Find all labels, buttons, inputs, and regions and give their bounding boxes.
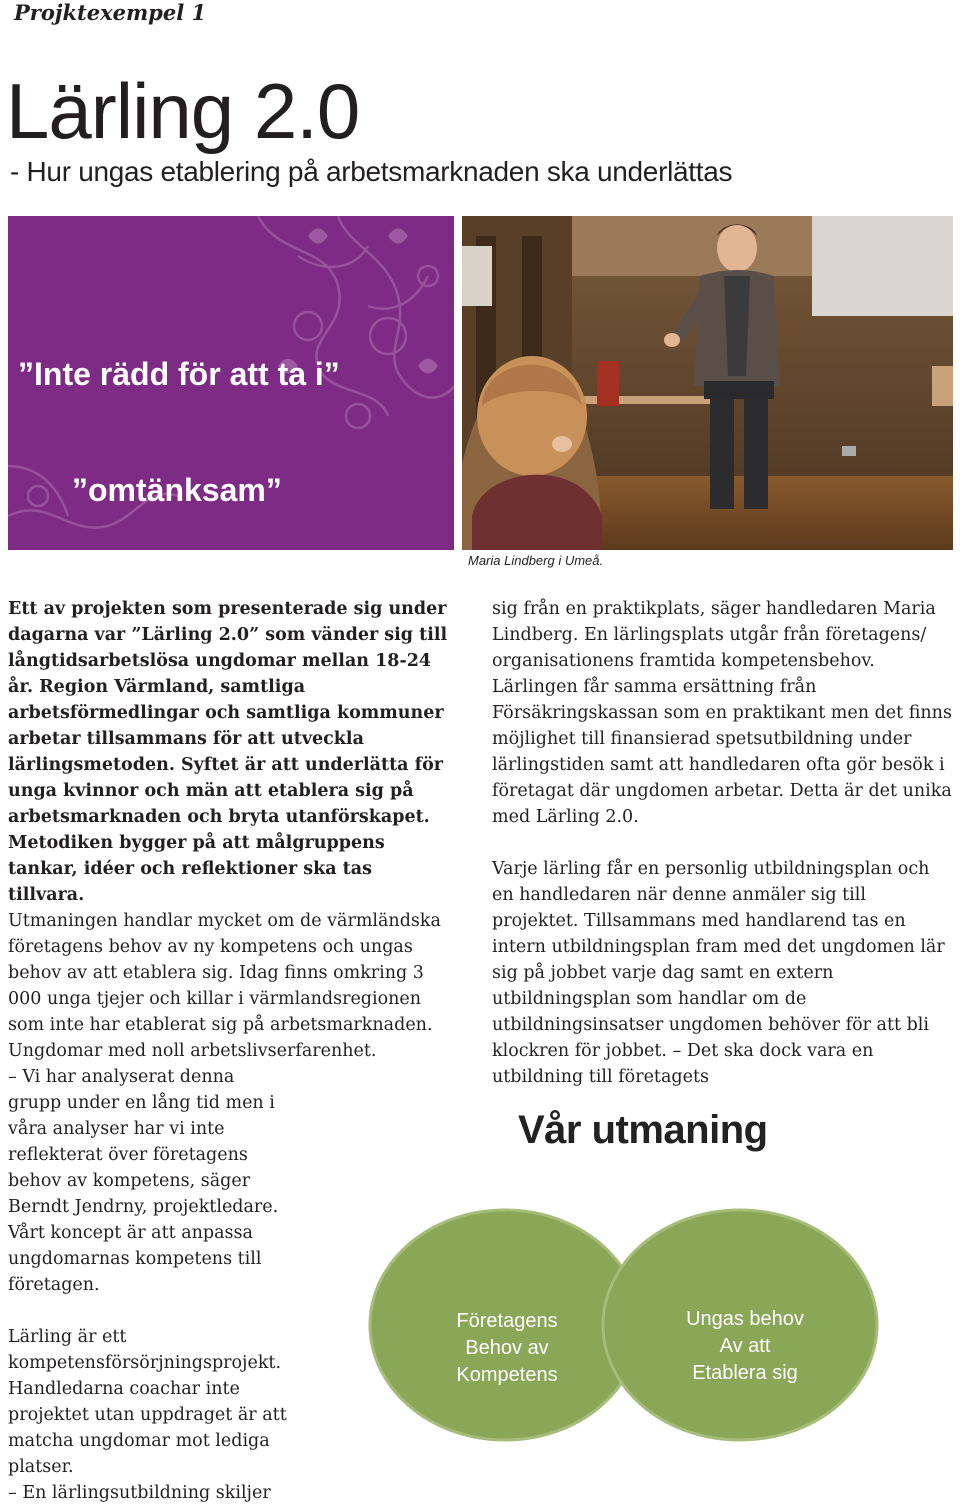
speaker-photo: [462, 216, 953, 550]
slide-image: [8, 216, 454, 550]
venn-right-label-3: Etablera sig: [692, 1362, 798, 1384]
kicker: Projktexempel 1: [14, 0, 207, 25]
venn-right-label-1: Ungas behov: [686, 1308, 804, 1330]
venn-right-label-2: Av att: [719, 1335, 771, 1357]
page-title: Lärling 2.0: [6, 67, 360, 155]
body-paragraph: Lärling är ett kompetensförsörjningsprojekt. Handledarna coachar inte projektet utan uppdraget är att matcha ungdomar mot lediga platser.: [8, 1327, 287, 1477]
photo-caption: Maria Lindberg i Umeå.: [468, 553, 604, 568]
diagram-title: Vår utmaning: [518, 1108, 768, 1152]
page-subtitle: - Hur ungas etablering på arbetsmarknaden ska underlättas: [10, 156, 733, 187]
body-paragraph: – Vi har analyserat denna grupp under en lång tid men i våra analyser har vi inte reflekterat över företagens behov av kompetens, säger Berndt Jendrny, projektledare. Vårt koncept är att anpassa ungdomarnas kompetens till företagen.: [8, 1067, 279, 1295]
venn-left-label-2: Behov av: [465, 1337, 549, 1359]
venn-left-label-3: Kompetens: [456, 1364, 558, 1386]
venn-left-label-1: Företagens: [456, 1310, 558, 1332]
photo-illustration: [462, 216, 953, 550]
slide-quote-1: ”Inte rädd för att ta i”: [18, 356, 340, 392]
lede-paragraph: Ett av projekten som presenterade sig under dagarna var ”Lärling 2.0” som vänder sig till långtidsarbetslösa ungdomar mellan 18-24 år. Region Värmland, samtliga arbetsförmedlingar och samtliga kommuner arbetar tillsammans för att utveckla lärlingsmetoden. Syftet är att underlätta för unga kvinnor och män att etablera sig på arbetsmarknaden och bryta utanförskapet. Metodiken bygger på att målgruppens tankar, idéer och reflektioner ska tas tillvara.: [8, 599, 448, 905]
slide-quote-2: ”omtänksam”: [72, 472, 282, 508]
body-paragraph: Utmaningen handlar mycket om de värmländska företagens behov av ny kompetens och ungas behov av att etablera sig. Idag finns omkring 3 000 unga tjejer och killar i värmlandsregionen som inte har etablerat sig på arbetsmarknaden. Ungdomar med noll arbetslivserfarenhet.: [8, 911, 441, 1061]
body-paragraph: Varje lärling får en personlig utbildningsplan och en handledaren när denne anmäler sig till projektet. Tillsammans med handlarend tas en intern utbildningsplan fram med det ungdomen lär sig på jobbet varje dag samt en extern utbildningsplan som handlar om de utbildningsinsatser ungdomen behöver för att bli klockren för jobbet. – Det ska dock vara en utbildning till företagets: [492, 859, 945, 1087]
venn-diagram: [365, 1200, 885, 1450]
body-paragraph: sig från en praktikplats, säger handledaren Maria Lindberg. En lärlingsplats utgår från företagens/ organisationens framtida kompetensbehov. Lärlingen får samma ersättning från Försäkringskassan som en praktikant men det finns möjlighet till finansierad spetsutbildning under lärlingstiden samt att handledaren ofta gör besök i företagat där ungdomen arbetar. Detta är det unika med Lärling 2.0.: [492, 599, 952, 827]
body-paragraph: – En lärlingsutbildning skiljer: [8, 1483, 271, 1503]
